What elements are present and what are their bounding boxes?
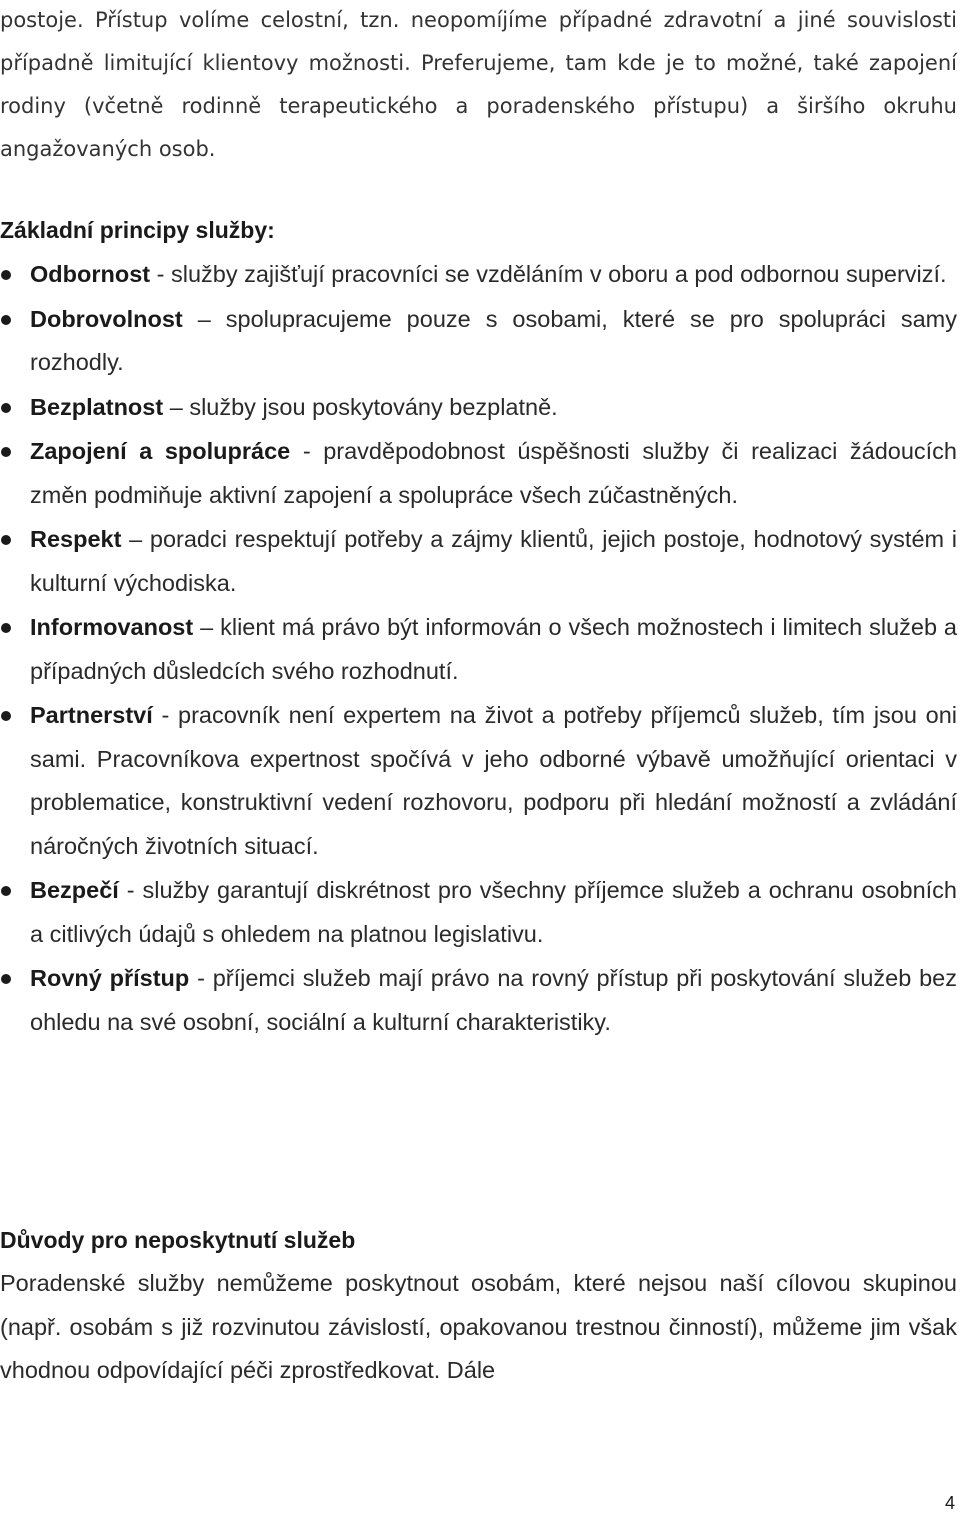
principle-text: – poradci respektují potřeby a zájmy klientů, jejich postoje, hodnotový systém i kulturní východiska. bbox=[30, 526, 957, 596]
bullet-icon bbox=[1, 623, 11, 633]
bullet-icon bbox=[1, 315, 11, 325]
list-item bbox=[0, 518, 957, 605]
principle-term: Zapojení a spolupráce bbox=[30, 438, 291, 464]
intro-paragraph bbox=[0, 0, 957, 171]
reasons-heading: Důvody pro neposkytnutí služeb bbox=[0, 1227, 356, 1253]
principle-text: – služby jsou poskytovány bezplatně. bbox=[163, 393, 558, 420]
list-item bbox=[0, 606, 957, 693]
page-number: 4 bbox=[944, 1493, 955, 1513]
principle-term: Dobrovolnost bbox=[30, 305, 183, 332]
list-item bbox=[0, 253, 957, 297]
principle-term: Respekt bbox=[30, 526, 122, 552]
principles-list bbox=[0, 253, 957, 1045]
intro-text: postoje. Přístup volíme celostní, tzn. neopomíjíme případné zdravotní a jiné souvislosti případně limitující klientovy možnosti. Preferujeme, tam kde je to možné, také zapojení rodiny (včetně rodinně terapeutického a poradenského přístupu) a širšího okruhu angažovaných osob. bbox=[0, 8, 957, 161]
list-item bbox=[0, 694, 957, 868]
principle-text: - pracovník není expertem na život a potřeby příjemců služeb, tím jsou oni sami. Pracovníkova expertnost spočívá v jeho odborné výbavě umožňující orientaci v problematice, konstruktivní vedení rozhovoru, podporu při hledání možností a zvládání náročných životních situací. bbox=[30, 702, 957, 859]
principle-text: – spolupracujeme pouze s osobami, které se pro spolupráci samy rozhodly. bbox=[30, 305, 957, 375]
principle-text: - služby garantují diskrétnost pro všechny příjemce služeb a ochranu osobních a citlivých údajů s ohledem na platnou legislativu. bbox=[30, 877, 957, 947]
principle-term: Partnerství bbox=[30, 702, 153, 728]
principles-heading: Základní principy služby: bbox=[0, 217, 275, 243]
principle-term: Bezplatnost bbox=[30, 393, 164, 420]
list-item bbox=[0, 430, 957, 517]
principle-term: Informovanost bbox=[30, 614, 194, 640]
principle-term: Bezpečí bbox=[30, 877, 119, 903]
list-item bbox=[0, 957, 957, 1044]
principle-text: - příjemci služeb mají právo na rovný přístup při poskytování služeb bez ohledu na své osobní, sociální a kulturní charakteristiky. bbox=[30, 965, 957, 1035]
bullet-icon bbox=[1, 447, 11, 457]
bullet-icon bbox=[1, 535, 11, 545]
principle-term: Rovný přístup bbox=[30, 965, 190, 991]
bullet-icon bbox=[1, 886, 11, 896]
bullet-icon bbox=[1, 403, 11, 413]
list-item bbox=[0, 298, 957, 385]
principle-term: Odbornost bbox=[30, 261, 151, 287]
list-item bbox=[0, 869, 957, 956]
principle-text: - pravděpodobnost úspěšnosti služby či realizaci žádoucích změn podmiňuje aktivní zapojení a spolupráce všech zúčastněných. bbox=[30, 438, 958, 508]
principle-text: - služby zajišťují pracovníci se vzděláním v oboru a pod odbornou supervizí. bbox=[150, 261, 947, 287]
principle-text: – klient má právo být informován o všech možnostech i limitech služeb a případných důsledcích svého rozhodnutí. bbox=[30, 614, 957, 684]
bullet-icon bbox=[1, 974, 11, 984]
list-item bbox=[0, 386, 957, 430]
bullet-icon bbox=[1, 270, 11, 280]
reasons-paragraph: Poradenské služby nemůžeme poskytnout osobám, které nejsou naší cílovou skupinou (např. osobám s již rozvinutou závislostí, opakovanou trestnou činností), můžeme jim však vhodnou odpovídající péči zprostředkovat. Dále bbox=[0, 1270, 957, 1383]
bullet-icon bbox=[1, 711, 11, 721]
